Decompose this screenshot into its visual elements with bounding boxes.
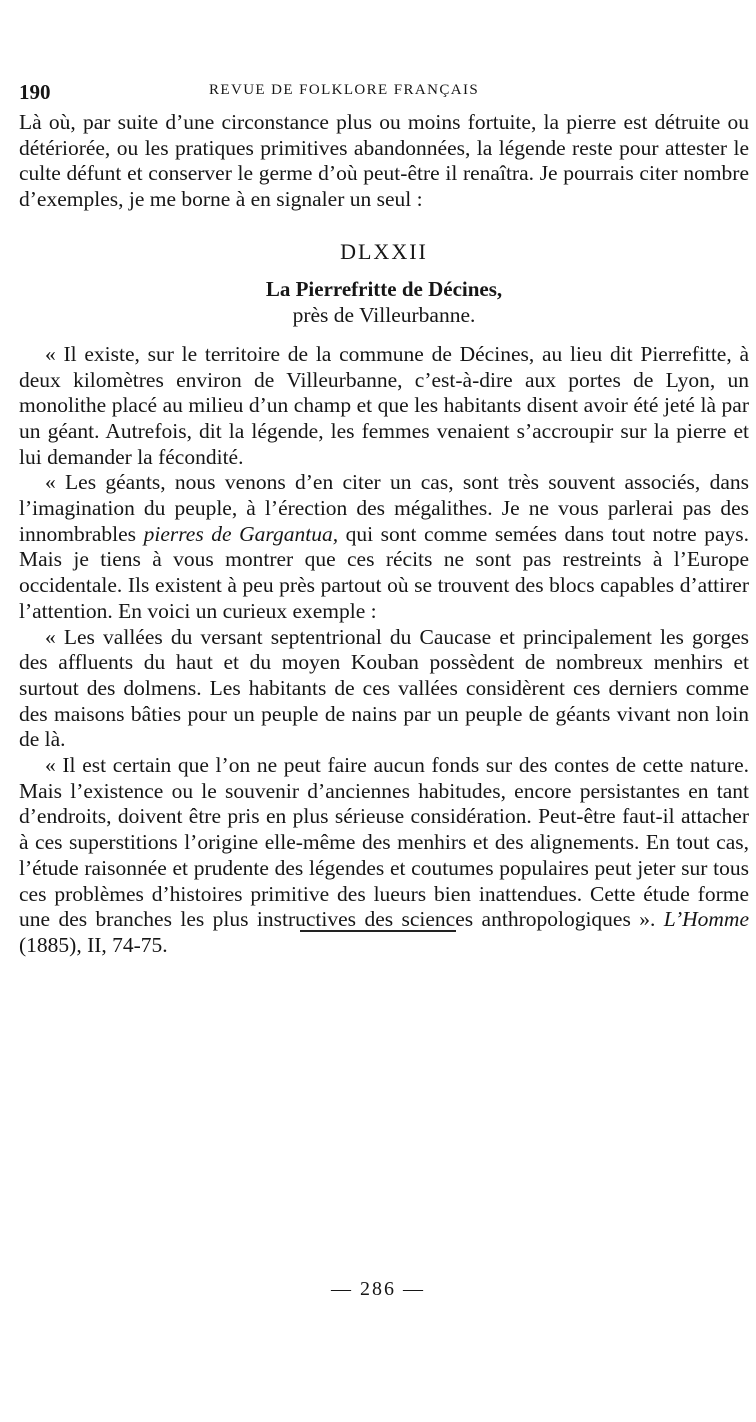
item-place: près de Villeurbanne.: [292, 302, 476, 327]
page-number-bottom: — 286 —: [331, 1278, 425, 1300]
intro-paragraph: Là où, par suite d’une circonstance plus ou moins fortuite, la pierre est détruite ou détériorée, ou les pratiques primitives abandonnées, la légende reste pour attester le culte défunt et conserver le germe d’où peut-être il renaîtra. Je pourrais citer nombre d’exemples, je me borne à en signaler un seul :: [19, 110, 749, 212]
page-number-top: 190: [19, 80, 51, 104]
citation-work: L’Homme: [663, 907, 749, 932]
paragraph-conclusion: [19, 753, 749, 959]
citation-details: (1885), II, 74-75.: [19, 932, 168, 957]
section-divider: [300, 930, 456, 932]
paragraph-geants-rest: qui sont comme semées dans tout notre pays. Mais je tiens à vous montrer que ces récits ne sont pas restreints à l’Europe occidentale. Ils existent à peu près partout où se trouvent des blocs capables d’attirer l’attention. En voici un curieux exemple :: [19, 521, 750, 623]
gargantua-italic: pierres de Gargantua,: [143, 521, 339, 546]
running-head: [19, 70, 749, 110]
item-number: DLXXII: [340, 238, 428, 264]
page-content: [19, 70, 749, 959]
paragraph-conclusion-text: « Il est certain que l’on ne peut faire aucun fonds sur des contes de cette nature. Mais l’existence ou le souvenir d’anciennes habitudes, encore persistantes en tant d’endroits, doivent être pris en plus sérieuse considération. Peut-être faut-il attacher à ces superstitions l’origine elle-même des menhirs et des alignements. En tout cas, l’étude raisonnée et prudente des légendes et coutumes populaires peut jeter sur tous ces problèmes d’histoires primitive des lueurs bien inattendues. Cette étude forme une des branches les plus instructives des sciences anthropologiques ».: [19, 753, 749, 932]
journal-title: REVUE DE FOLKLORE FRANÇAIS: [209, 82, 480, 98]
paragraph-geants: [19, 470, 749, 624]
paragraph-geants-start: « Les géants, nous venons d’en citer un cas, sont très souvent associés, dans l’imagination du peuple, à l’érection des mégalithes. Je ne vous parlerai pas des innombrables: [19, 470, 749, 546]
item-title: La Pierrefritte de Décines,: [265, 276, 503, 301]
paragraph-caucase: « Les vallées du versant septentrional du Caucase et principalement les gorges des affluents du haut et du moyen Kouban possèdent de nombreux menhirs et surtout des dolmens. Les habitants de ces vallées considèrent ces derniers comme des maisons bâties pour un peuple de nains par un peuple de géants vivant non loin de là.: [19, 624, 749, 752]
paragraph-pierrefitte: « Il existe, sur le territoire de la commune de Décines, au lieu dit Pierrefitte, à deux kilomètres environ de Villeurbanne, c’est-à-dire aux portes de Lyon, un monolithe placé au milieu d’un champ et que les habitants disent avoir été jeté là par un géant. Autrefois, dit la légende, les femmes venaient s’accroupir sur la pierre et lui demander la fécondité.: [19, 341, 749, 469]
